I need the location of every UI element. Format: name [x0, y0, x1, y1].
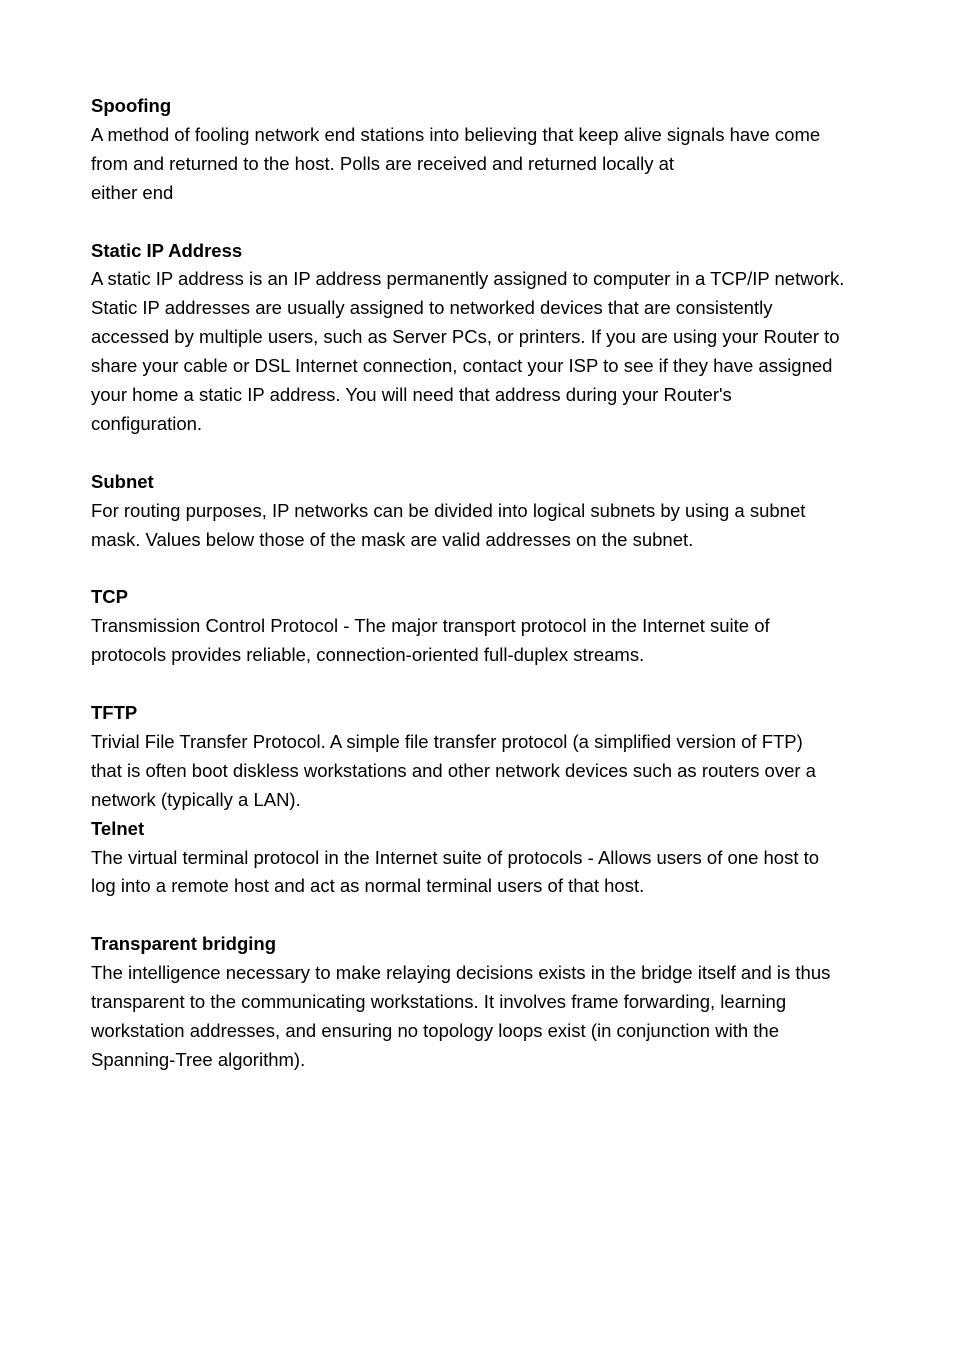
glossary-entry-tftp — [91, 699, 881, 815]
definition-line: that is often boot diskless workstations and other network devices such as routers over a — [91, 759, 816, 781]
term-heading: TFTP — [91, 701, 138, 723]
glossary-entry-telnet — [91, 815, 881, 902]
definition-line: transparent to the communicating workstations. It involves frame forwarding, learning — [91, 991, 787, 1013]
definition-line: from and returned to the host. Polls are received and returned locally at — [91, 152, 675, 174]
term-heading: Transparent bridging — [91, 933, 277, 955]
definition-line: log into a remote host and act as normal terminal users of that host. — [91, 875, 645, 897]
definition-line: Trivial File Transfer Protocol. A simple file transfer protocol (a simplified version of FTP) — [91, 730, 803, 752]
definition-line: A method of fooling network end stations into believing that keep alive signals have come — [91, 123, 821, 145]
term-heading: Spoofing — [91, 95, 172, 116]
definition-line: protocols provides reliable, connection-oriented full-duplex streams. — [91, 644, 645, 666]
glossary-entry-static-ip-address — [91, 237, 881, 439]
definition-line: Spanning-Tree algorithm). — [91, 1048, 306, 1070]
definition-line: The intelligence necessary to make relaying decisions exists in the bridge itself and is thus — [91, 962, 831, 984]
definition-line: accessed by multiple users, such as Server PCs, or printers. If you are using your Router to — [91, 326, 840, 348]
definition-line: either end — [91, 181, 174, 203]
definition-line: network (typically a LAN). — [91, 788, 301, 810]
glossary-entry-subnet — [91, 468, 881, 555]
glossary-page — [91, 92, 881, 1104]
definition-line: The virtual terminal protocol in the Internet suite of protocols - Allows users of one host to — [91, 846, 820, 868]
definition-line: Transmission Control Protocol - The major transport protocol in the Internet suite of — [91, 615, 770, 637]
definition-line: your home a static IP address. You will need that address during your Router's — [91, 384, 732, 406]
definition-line: workstation addresses, and ensuring no topology loops exist (in conjunction with the — [91, 1019, 779, 1041]
glossary-entry-spoofing — [91, 92, 881, 208]
term-heading: Telnet — [91, 817, 145, 839]
term-heading: Subnet — [91, 470, 154, 492]
definition-line: configuration. — [91, 412, 203, 434]
glossary-entry-tcp — [91, 583, 881, 670]
glossary-entry-transparent-bridging — [91, 930, 881, 1075]
term-heading: Static IP Address — [91, 239, 243, 261]
term-heading: TCP — [91, 586, 128, 608]
definition-line: A static IP address is an IP address permanently assigned to computer in a TCP/IP network. — [91, 268, 845, 290]
definition-line: For routing purposes, IP networks can be divided into logical subnets by using a subnet — [91, 499, 806, 521]
definition-line: mask. Values below those of the mask are valid addresses on the subnet. — [91, 528, 694, 550]
definition-line: share your cable or DSL Internet connection, contact your ISP to see if they have assigned — [91, 355, 833, 377]
definition-line: Static IP addresses are usually assigned to networked devices that are consistently — [91, 297, 773, 319]
